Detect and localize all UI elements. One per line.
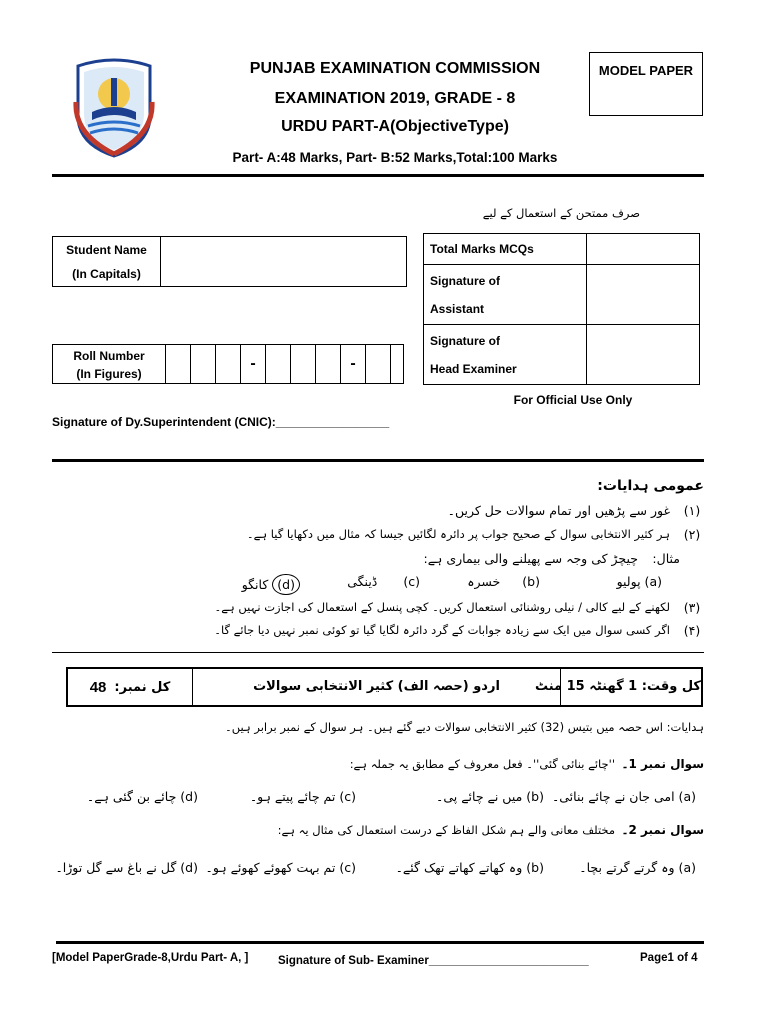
total-label: کل نمبر: (114, 679, 171, 695)
head-examiner-signature-label (424, 325, 587, 385)
footer-sub-examiner-signature: Signature of Sub- Examiner_________________________ (278, 955, 589, 967)
org-title: PUNJAB EXAMINATION COMMISSION (249, 60, 541, 77)
pec-logo (68, 58, 160, 158)
model-paper-box (589, 52, 703, 116)
option-label: (c) (339, 860, 356, 875)
assistant-signature-label-1: Signature of (430, 273, 501, 288)
roll-number-label-2: (In Figures) (76, 367, 142, 381)
option-label: (b) (522, 574, 540, 589)
option-label: (a) (678, 789, 696, 804)
option-text: تم بہت کھوئے کھوئے ہو۔ (205, 860, 336, 875)
option-text: کانگو (241, 577, 269, 592)
student-name-label-1: Student Name (66, 242, 147, 257)
option-label: (a) (678, 860, 696, 875)
roll-digit-cell[interactable] (191, 345, 216, 383)
roll-digit-cell[interactable] (266, 345, 291, 383)
examiner-note: صرف ممتحن کے استعمال کے لیے (482, 206, 640, 220)
section-rule (52, 459, 704, 462)
option-label: (d) (180, 860, 198, 875)
option-label: (d) (180, 789, 198, 804)
subject-title: URDU PART-A(ObjectiveType) (281, 118, 509, 135)
official-use-note: For Official Use Only (513, 393, 633, 407)
option-text: گل نے باغ سے گل توڑا۔ (55, 860, 177, 875)
footer-rule (56, 941, 704, 944)
marks-line: Part- A:48 Marks, Part- B:52 Marks,Total:100 Marks (232, 150, 558, 165)
question-label: سوال نمبر 2۔ (621, 823, 704, 837)
instruction-text: اگر کسی سوال میں ایک سے زیادہ جوابات کے گرد دائرہ لگایا گیا تو کوئی نمبر نہیں دیا جائے گا۔ (214, 623, 670, 637)
option-text: امی جان نے چائے بنائی۔ (551, 789, 675, 804)
roll-digit-cell[interactable] (291, 345, 316, 383)
option-text: پولیو (616, 574, 641, 589)
official-use-table (423, 233, 700, 385)
option-label: (b) (526, 789, 544, 804)
q1-option-b[interactable] (420, 789, 544, 804)
student-name-label (53, 237, 161, 287)
circled-option-label: (d) (272, 574, 300, 595)
roll-dash: - (341, 345, 366, 383)
instruction-number: (۳) (683, 600, 701, 615)
option-text: وہ کھاتے کھاتے تھک گئے۔ (395, 860, 523, 875)
student-name-label-2: (In Capitals) (72, 266, 141, 281)
instruction-text: غور سے پڑھیں اور تمام سوالات حل کریں۔ (447, 503, 670, 518)
section-title: اردو (حصہ الف) کثیر الانتخابی سوالات (192, 669, 560, 705)
question-text: ''چائے بنائی گئی''۔ فعل معروف کے مطابق یہ جملہ ہے: (349, 757, 615, 771)
option-text: خسرہ (467, 574, 501, 589)
header-rule (52, 174, 704, 177)
example-option-d (220, 574, 300, 595)
footer-page-number: Page1 of 4 (640, 952, 698, 964)
option-label: (c) (403, 574, 420, 589)
total-value: 48 (89, 678, 107, 696)
option-text: چائے بن گئی ہے۔ (86, 789, 177, 804)
roll-digit-cell[interactable] (216, 345, 241, 383)
total-marks-field[interactable] (587, 234, 700, 265)
option-label: (c) (339, 789, 356, 804)
student-name-field[interactable] (161, 237, 407, 287)
q2-option-b[interactable] (390, 860, 544, 875)
q2-option-d[interactable] (55, 860, 198, 875)
example-option-c (320, 574, 420, 589)
q2-option-c[interactable] (205, 860, 356, 875)
section-header-box (66, 667, 703, 707)
assistant-signature-label (424, 265, 587, 325)
instruction-text: لکھنے کے لیے کالی / نیلی روشنائی استعمال کریں۔ کچی پنسل کے استعمال کی اجازت نہیں ہے۔ (214, 600, 670, 614)
instructions-title: عمومی ہدایات: (597, 478, 704, 494)
head-examiner-signature-label-1: Signature of (430, 333, 501, 348)
q1-option-d[interactable] (86, 789, 198, 804)
question-label: سوال نمبر 1۔ (621, 757, 704, 771)
roll-number-box (52, 344, 404, 384)
student-name-table (52, 236, 407, 287)
section-total (68, 669, 192, 705)
roll-number-label (53, 345, 166, 383)
assistant-signature-field[interactable] (587, 265, 700, 325)
question-text: مختلف معانی والے ہم شکل الفاظ کے درست استعمال کی مثال یہ ہے: (277, 823, 615, 837)
thin-rule (52, 652, 704, 653)
assistant-signature-label-2: Assistant (430, 301, 485, 316)
instruction-text: ہر کثیر الانتخابی سوال کے صحیح جواب پر دائرہ لگائیں جیسا کہ مثال میں دکھایا گیا ہے۔ (246, 527, 670, 541)
roll-digit-cell[interactable] (366, 345, 391, 383)
option-text: ڈینگی (347, 574, 378, 589)
example-prefix: مثال: (652, 551, 680, 566)
model-paper-label: MODEL PAPER (598, 63, 694, 78)
roll-number-label-1: Roll Number (73, 349, 145, 363)
total-marks-label: Total Marks MCQs (424, 234, 587, 265)
q2-option-a[interactable] (570, 860, 696, 875)
instruction-number: (۴) (683, 623, 701, 638)
q1-option-a[interactable] (551, 789, 696, 804)
roll-digit-cell[interactable] (391, 345, 403, 383)
roll-digit-cell[interactable] (166, 345, 191, 383)
footer-paper-info: [Model PaperGrade-8,Urdu Part- A, ] (52, 952, 249, 964)
example-option-a (572, 574, 662, 589)
option-label: (a) (644, 574, 662, 589)
q1-option-c[interactable] (250, 789, 356, 804)
instruction-number: (۱) (683, 503, 701, 518)
option-label: (b) (526, 860, 544, 875)
cnic-signature-line: Signature of Dy.Superintendent (CNIC):_________________ (52, 415, 390, 429)
option-text: میں نے چائے پی۔ (436, 789, 523, 804)
roll-dash: - (241, 345, 266, 383)
head-examiner-signature-field[interactable] (587, 325, 700, 385)
section-guidance: ہدایات: اس حصہ میں بتیس (32) کثیر الانتخابی سوالات دیے گئے ہیں۔ ہر سوال کے نمبر برابر ہیں۔ (225, 720, 704, 734)
example-option-b (440, 574, 540, 589)
example-question: چیچڑ کی وجہ سے پھیلنے والی بیماری ہے: (423, 551, 638, 566)
option-text: وہ گرتے گرتے بچا۔ (579, 860, 675, 875)
roll-digit-cell[interactable] (316, 345, 341, 383)
exam-title: EXAMINATION 2019, GRADE - 8 (274, 90, 516, 107)
instruction-number: (۲) (683, 527, 701, 542)
option-text: تم چائے پیتے ہو۔ (249, 789, 336, 804)
section-time: کل وقت: 1 گھنٹہ 15 منٹ (560, 669, 701, 705)
head-examiner-signature-label-2: Head Examiner (430, 361, 517, 376)
